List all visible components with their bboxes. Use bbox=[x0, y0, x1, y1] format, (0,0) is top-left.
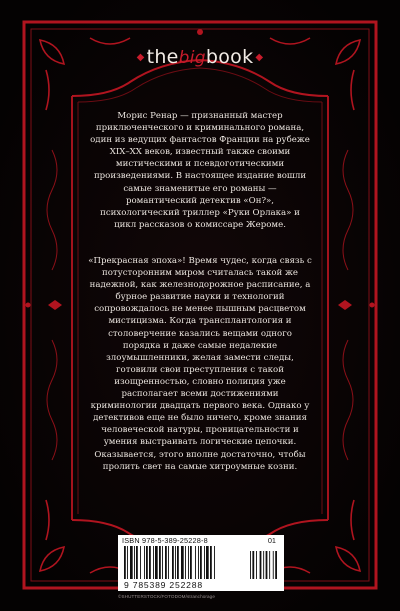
isbn-barcode bbox=[118, 535, 284, 591]
description-paragraph-1: Морис Ренар — признанный мастер приключенческого и криминального романа, один из ведущих фантастов Франции на рубеже XIX–XX веков, известный также своими мистическими и псевдоготическими произведениями. В настоящее издание вошли самые знаменитые его романы — романтический детектив «Он?», психологический триллер «Руки Орлака» и цикл рассказов о комиссаре Жероме. bbox=[90, 111, 310, 230]
barcode-digits: 9 785389 252288 bbox=[124, 580, 203, 590]
logo-prefix: the bbox=[146, 46, 179, 68]
barcode-addon: 01 bbox=[267, 536, 276, 545]
photo-credit: ©SHUTTERSTOCK/FOTODOM/stranchorage bbox=[118, 594, 215, 599]
logo-dot-right: ◆ bbox=[255, 52, 264, 63]
logo-dot-left: ◆ bbox=[136, 52, 145, 63]
logo-middle: big bbox=[178, 48, 206, 68]
logo-suffix: book bbox=[205, 46, 254, 68]
isbn-label: ISBN 978-5-389-25228-8 bbox=[122, 536, 208, 545]
series-logo bbox=[0, 46, 400, 68]
description-paragraph-2: «Прекрасная эпоха»! Время чудес, когда связь с потусторонним миром считалась такой же надежной, как железнодорожное расписание, а бурное развитие науки и технологий сопровождалось не менее пышным расцветом мистицизма. Когда трансплантология и столоверчение казались вещами одного порядка и даже самые недалекие злоумышленники, желая замести следы, готовили свои преступления с такой изощренностью, словно полиция уже располагает всеми достижениями криминологии двадцать первого века. Однако у детективов еще не было ничего, кроме знания человеческой натуры, проницательности и умения выстраивать логические цепочки. Оказывается, этого вполне достаточно, чтобы пролить свет на самые хитроумные козни. bbox=[88, 256, 312, 472]
barcode-bars bbox=[122, 546, 280, 580]
